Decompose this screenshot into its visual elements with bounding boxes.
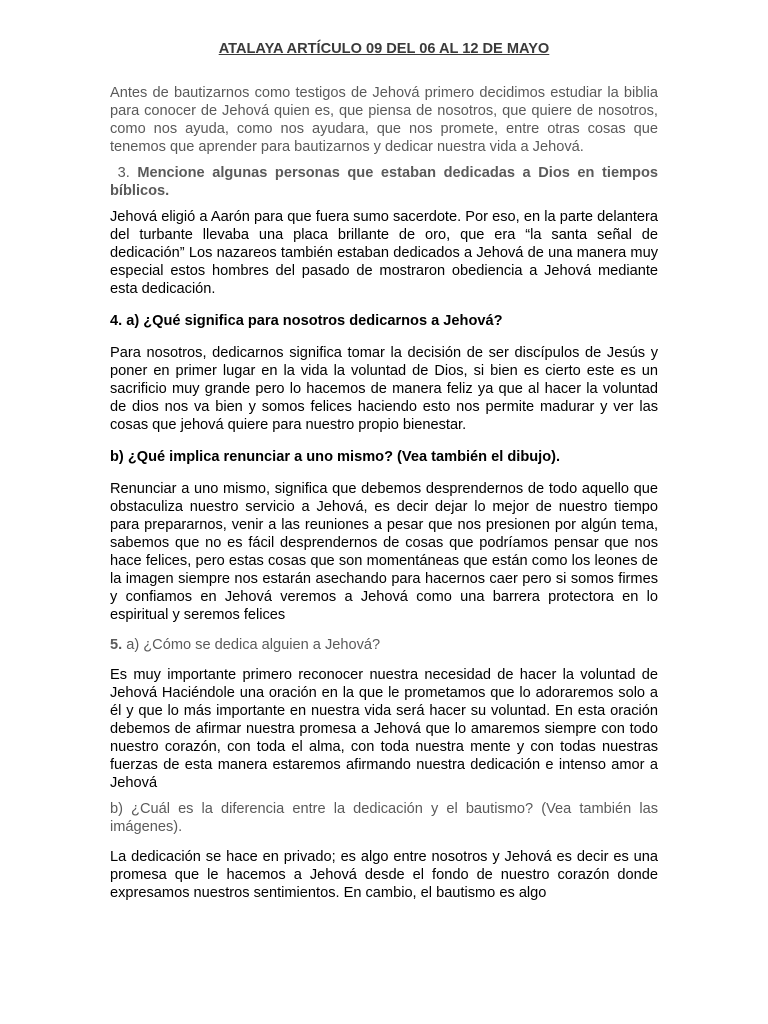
intro-paragraph: Antes de bautizarnos como testigos de Jehová primero decidimos estudiar la biblia para conocer de Jehová quien es, que piensa de nosotros, que quiere de nosotros, como nos ayuda, como nos ayudara, que nos promete, entre otras cosas que tenemos que aprender para bautizarnos y dedicar nuestra vida a Jehová.: [110, 85, 658, 155]
question-5a-number: 5.: [110, 637, 123, 653]
question-3-text: Mencione algunas personas que estaban dedicadas a Dios en tiempos bíblicos.: [110, 165, 658, 199]
question-5b: b) ¿Cuál es la diferencia entre la dedicación y el bautismo? (Vea también las imágenes).: [110, 801, 658, 835]
question-4a: 4. a) ¿Qué significa para nosotros dedicarnos a Jehová?: [110, 313, 503, 329]
document-title: ATALAYA ARTÍCULO 09 DEL 06 AL 12 DE MAYO: [218, 41, 550, 57]
answer-4a: Para nosotros, dedicarnos significa tomar la decisión de ser discípulos de Jesús y poner en primer lugar en la vida la voluntad de Dios, si bien es cierto este es un sacrificio muy grande pero lo hacemos de manera feliz ya que al hacer la voluntad de dios nos va bien y somos felices haciendo esto nos permite madurar y ver las cosas que jehová quiere para nuestro propio bienestar.: [110, 345, 658, 433]
question-5a-text: a) ¿Cómo se dedica alguien a Jehová?: [122, 637, 381, 653]
answer-3: Jehová eligió a Aarón para que fuera sumo sacerdote. Por eso, en la parte delantera del turbante llevaba una placa brillante de oro, que era “la santa señal de dedicación” Los nazareos también estaban dedicados a Jehová de una manera muy especial estos hombres del pasado de mostraron obediencia a Jehová mediante esta dedicación.: [110, 209, 658, 297]
document-page: [110, 40, 658, 902]
question-4b: b) ¿Qué implica renunciar a uno mismo? (Vea también el dibujo).: [110, 449, 561, 465]
answer-5b: La dedicación se hace en privado; es algo entre nosotros y Jehová es decir es una promesa que le hacemos a Jehová desde el fondo de nuestro corazón donde expresamos nuestros sentimientos. En cambio, el bautismo es algo: [110, 849, 658, 901]
question-3: [110, 164, 658, 200]
answer-4b: Renunciar a uno mismo, significa que debemos desprendernos de todo aquello que obstaculiza nuestro servicio a Jehová, es decir dejar lo mejor de nuestro tiempo para prepararnos, venir a las reuniones a pesar que nos presionen por algún tema, sabemos que no es fácil desprendernos de cosas que podríamos pensar que nos hace felices, pero estas cosas que son momentáneas que están como los leones de la imagen siempre nos estarán asechando para hacernos caer pero si somos firmes y confiamos en Jehová veremos a Jehová como una barrera protectora en lo espiritual y seremos felices: [110, 481, 658, 623]
answer-5a: Es muy importante primero reconocer nuestra necesidad de hacer la voluntad de Jehová Haciéndole una oración en la que le prometamos que lo adoraremos solo a él y que lo más importante en nuestra vida será hacer su voluntad. En esta oración debemos de afirmar nuestra promesa a Jehová que lo amaremos siempre con todo nuestro corazón, con toda el alma, con toda nuestra mente y con todas nuestras fuerzas de esta manera estaremos afirmando nuestra dedicación e intenso amor a Jehová: [110, 667, 658, 791]
question-3-number: 3.: [117, 165, 130, 181]
question-5a: [110, 636, 658, 654]
